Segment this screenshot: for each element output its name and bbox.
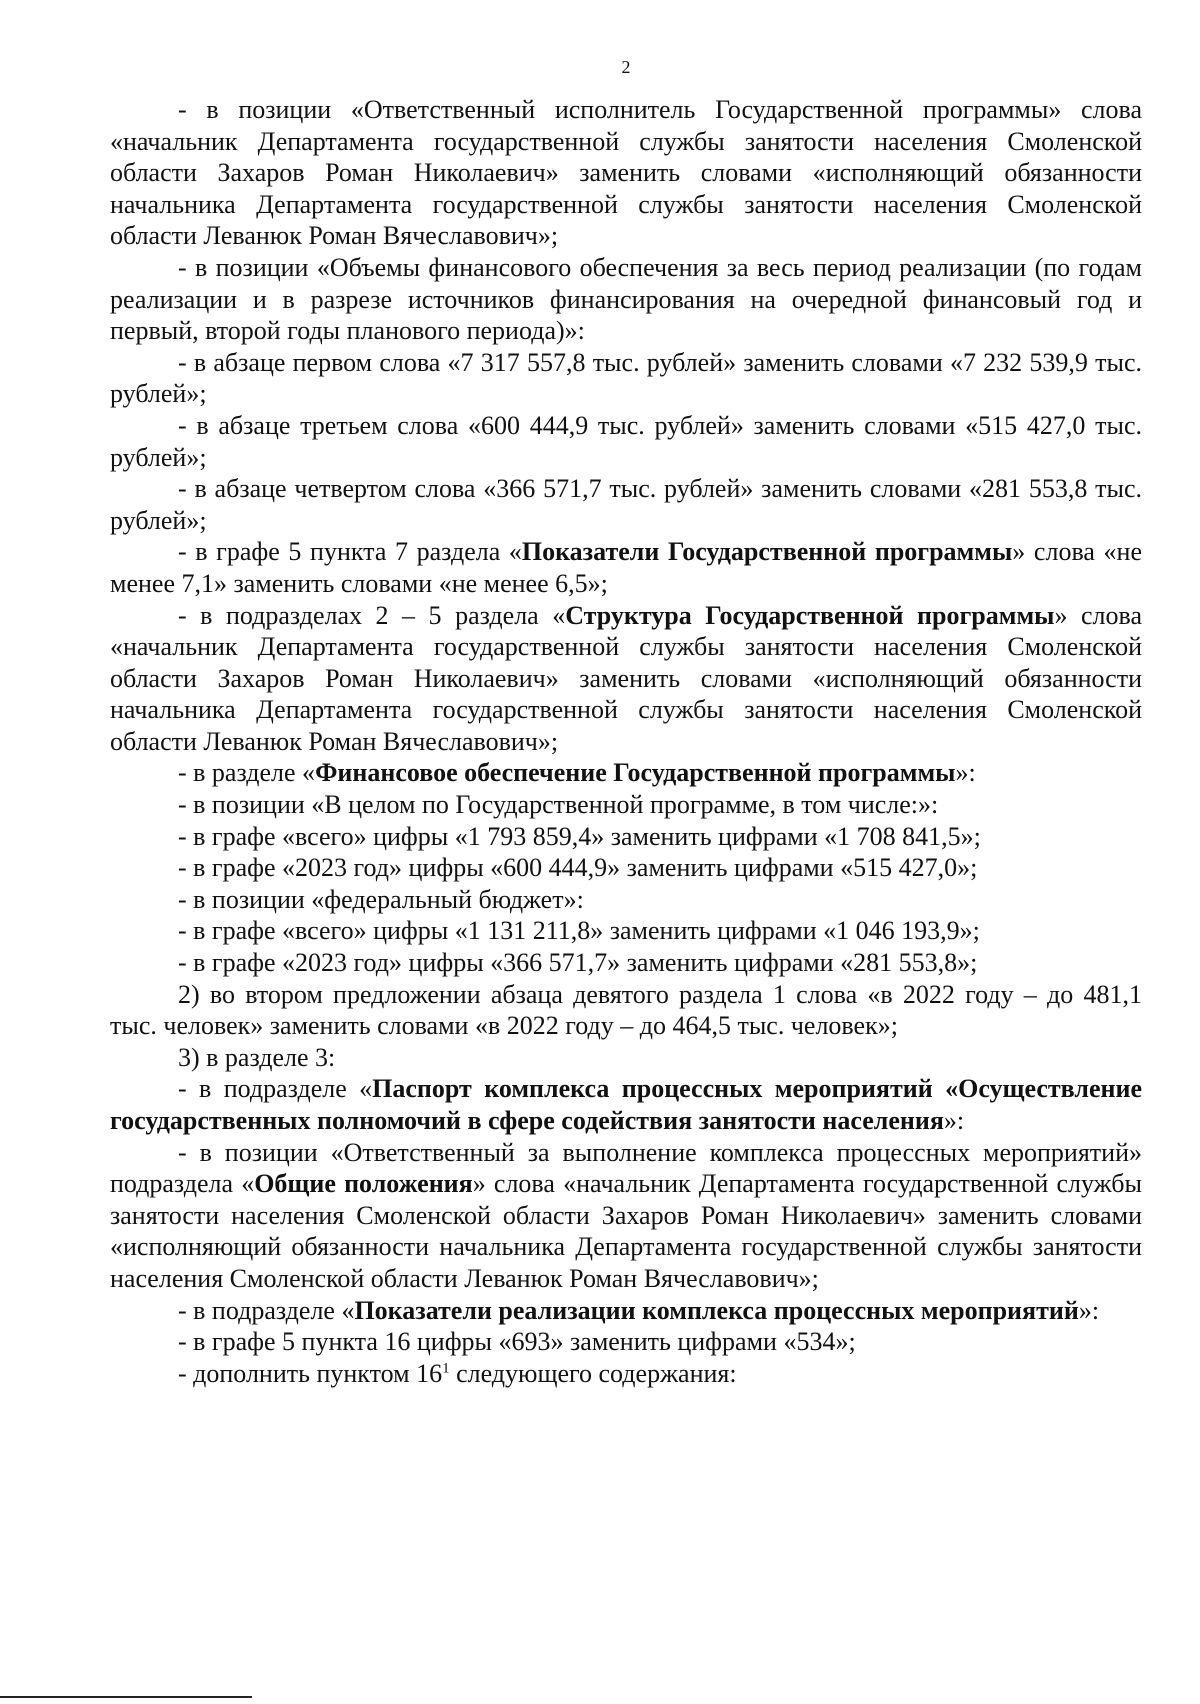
paragraph — [110, 947, 1142, 979]
text-run: »: — [1078, 1295, 1100, 1325]
text-run: »: — [955, 758, 976, 788]
text-run: » слова «начальник Департамента государственной службы занятости населения Смоленской области Захаров Роман Николаевич» заменить словами «исполняющий обязанности начальника Департамента государственной службы занятости населения Смоленской области Леванюк Роман Вячеславович»; — [110, 600, 1142, 756]
text-run: - в разделе « — [178, 758, 316, 788]
bold-text: Паспорт комплекса процессных мероприятий «Осуществление государственных полномочий в сфере содействия занятости населения — [110, 1074, 1143, 1135]
paragraph — [110, 94, 1142, 252]
paragraph — [110, 852, 1142, 884]
text-run: - в подразделе « — [178, 1295, 355, 1325]
text-run: - в позиции «федеральный бюджет»: — [178, 884, 584, 914]
paragraph — [110, 1358, 1142, 1390]
paragraph — [110, 600, 1142, 758]
text-run: 2) во втором предложении абзаца девятого раздела 1 слова «в 2022 году – до 481,1 тыс. человек» заменить словами «в 2022 году – до 464,5 тыс. человек»; — [110, 979, 1142, 1041]
text-run: » слова «не менее 7,1» заменить словами «не менее 6,5»; — [110, 537, 1142, 598]
text-run: - в подразделах 2 – 5 раздела « — [178, 600, 566, 630]
paragraph — [110, 252, 1142, 347]
text-run: - в позиции «Объемы финансового обеспечения за весь период реализации (по годам реализации и в разрезе источников финансирования на очередной финансовый год и первый, второй годы планового периода)»: — [110, 252, 1142, 346]
document-body — [110, 94, 1142, 1389]
text-run: - в графе «2023 год» цифры «366 571,7» заменить цифрами «281 553,8»; — [178, 948, 978, 978]
text-run: - в позиции «Ответственный исполнитель Государственной программы» слова «начальник Департамента государственной службы занятости населения Смоленской области Захаров Роман Николаевич» заменить словами «исполняющий обязанности начальника Департамента государственной службы занятости населения Смоленской области Леванюк Роман Вячеславович»; — [110, 95, 1142, 251]
text-run: - в абзаце первом слова «7 317 557,8 тыс. рублей» заменить словами «7 232 539,9 тыс. рублей»; — [110, 347, 1142, 409]
page-number: 2 — [621, 57, 631, 77]
text-run: - в графе «2023 год» цифры «600 444,9» заменить цифрами «515 427,0»; — [178, 853, 978, 883]
text-run: - в графе «всего» цифры «1 131 211,8» заменить цифрами «1 046 193,9»; — [178, 916, 980, 946]
bold-text: Структура Государственной программы — [565, 600, 1055, 630]
bold-text: Финансовое обеспечение Государственной программы — [315, 758, 956, 788]
paragraph — [110, 1137, 1142, 1295]
paragraph — [110, 1042, 1142, 1074]
paragraph — [110, 473, 1142, 536]
paragraph — [110, 789, 1142, 821]
text-run: » слова «начальник Департамента государственной службы занятости населения Смоленской области Захаров Роман Николаевич» заменить словами «исполняющий обязанности начальника Департамента государственной службы занятости населения Смоленской области Леванюк Роман Вячеславович»; — [110, 1169, 1142, 1293]
paragraph — [110, 1295, 1142, 1327]
text-run: - дополнить пунктом 16 — [178, 1358, 443, 1388]
text-run: следующего содержания: — [449, 1358, 737, 1388]
text-run: - в графе «всего» цифры «1 793 859,4» заменить цифрами «1 708 841,5»; — [178, 821, 981, 851]
paragraph — [110, 884, 1142, 916]
paragraph — [110, 536, 1142, 599]
text-run: - в графе 5 пункта 7 раздела « — [178, 537, 522, 567]
bold-text: Показатели Государственной программы — [521, 537, 1013, 567]
text-run: - в подразделе « — [178, 1074, 373, 1104]
footer-rule — [0, 1696, 252, 1698]
paragraph — [110, 410, 1142, 473]
text-run: - в графе 5 пункта 16 цифры «693» заменить цифрами «534»; — [178, 1327, 856, 1357]
paragraph — [110, 915, 1142, 947]
bold-text: Показатели реализации комплекса процессных мероприятий — [354, 1295, 1079, 1325]
bold-text: Общие положения — [254, 1169, 473, 1199]
superscript-text: 1 — [442, 1360, 450, 1377]
text-run: - в позиции «Ответственный за выполнение комплекса процессных мероприятий» подраздела « — [110, 1137, 1142, 1199]
text-run: 3) в разделе 3: — [178, 1042, 336, 1072]
text-run: - в абзаце третьем слова «600 444,9 тыс. рублей» заменить словами «515 427,0 тыс. рублей»; — [110, 410, 1142, 472]
paragraph — [110, 1326, 1142, 1358]
paragraph — [110, 979, 1142, 1042]
paragraph — [110, 757, 1142, 789]
paragraph — [110, 1073, 1142, 1136]
paragraph — [110, 347, 1142, 410]
text-run: »: — [943, 1106, 965, 1135]
text-run: - в абзаце четвертом слова «366 571,7 тыс. рублей» заменить словами «281 553,8 тыс. рублей»; — [110, 474, 1142, 535]
paragraph — [110, 821, 1142, 853]
text-run: - в позиции «В целом по Государственной программе, в том числе:»: — [178, 790, 939, 820]
